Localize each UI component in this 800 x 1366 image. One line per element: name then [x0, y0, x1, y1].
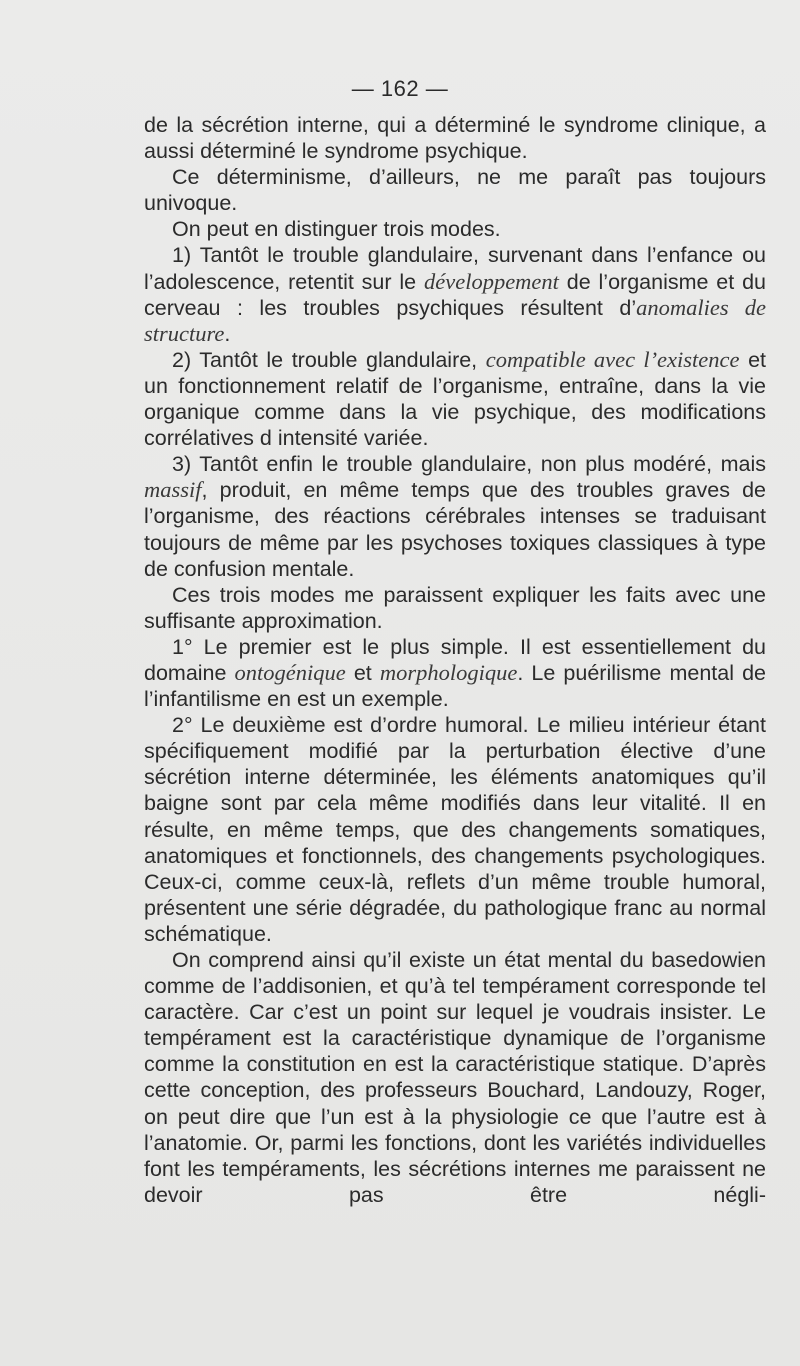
paragraph: [144, 216, 766, 242]
text-run: et: [345, 660, 380, 685]
text-run: .: [224, 321, 231, 346]
text-run: et un fonctionnement relatif de l’organisme, entraîne, dans la vie organique comme dans la vie psychique, des modifications corrélatives d intensité variée.: [144, 347, 767, 451]
paragraph: [144, 451, 766, 581]
text-run: 1° Le premier est le plus simple. Il est essentiellement du domaine: [144, 634, 766, 685]
text-run: 2° Le deuxième est d’ordre humoral. Le milieu intérieur étant spécifiquement modifié par la perturbation élective d’une sécrétion interne déterminée, les éléments anatomiques qu’il baigne sont par cela même modifiés dans leur vitalité. Il en résulte, en même temps, que des changements somatiques, anatomiques et fonctionnels, des changements psychologiques. Ceux-ci, comme ceux-là, reflets d’un même trouble humoral, présentent une série dégradée, du pathologique franc au normal schématique.: [144, 713, 766, 946]
text-run: de l’organisme et du cerveau : les troubles psychiques résultent d’: [144, 269, 767, 320]
page-number: — 162 —: [351, 76, 449, 101]
text-run: 1) Tantôt le trouble glandulaire, survenant dans l’enfance ou l’adolescence, retentit sur le: [144, 243, 766, 294]
italic-text: compatible avec l’existence: [485, 346, 740, 372]
paragraph: [144, 242, 766, 346]
paragraph: [144, 582, 766, 634]
text-run: de la sécrétion interne, qui a déterminé le syndrome clinique, a aussi déterminé le syndrome psychique.: [144, 113, 766, 164]
italic-text: massif: [144, 477, 202, 503]
paragraph: [144, 112, 766, 164]
italic-text: ontogénique: [234, 659, 346, 685]
text-run: , produit, en même temps que des troubles graves de l’organisme, des réactions cérébrales intenses se traduisant toujours de même par les psychoses toxiques classiques à type de confusion mentale.: [144, 478, 766, 581]
italic-text: développement: [423, 268, 559, 294]
italic-text: morphologique: [379, 659, 518, 685]
text-run: . Le puérilisme mental de l’infantilisme en est un exemple.: [144, 660, 766, 712]
text-run: On comprend ainsi qu’il existe un état mental du basedowien comme de l’addisonien, et qu’à tel tempérament corresponde tel caractère. Car c’est un point sur lequel je voudrais insister. Le tempérament est la caractéristique dynamique de l’organisme comme la constitution en est la caractéristique statique. D’après cette conception, des professeurs Bouchard, Landouzy, Roger, on peut dire que l’un est à la physiologie ce que l’autre est à l’anatomie. Or, parmi les fonctions, dont les variétés individuelles font les tempéraments, les sécrétions internes me paraissent ne devoir pas être négli-: [144, 948, 766, 1207]
text-run: 2) Tantôt le trouble glandulaire,: [172, 347, 486, 372]
paragraph: [144, 634, 766, 712]
text-run: On peut en distinguer trois modes.: [172, 217, 501, 242]
paragraph: [144, 347, 766, 451]
paragraph: [144, 947, 766, 1208]
paragraph: [144, 712, 766, 947]
body-text: [144, 112, 766, 1208]
italic-text: anomalies de structure: [144, 294, 766, 346]
paragraph: [144, 164, 766, 216]
text-run: Ces trois modes me paraissent expliquer les faits avec une suffisante approximation.: [144, 582, 766, 633]
text-run: 3) Tantôt enfin le trouble glandulaire, non plus modéré, mais: [172, 452, 766, 477]
text-run: Ce déterminisme, d’ailleurs, ne me paraît pas toujours univoque.: [144, 165, 766, 216]
